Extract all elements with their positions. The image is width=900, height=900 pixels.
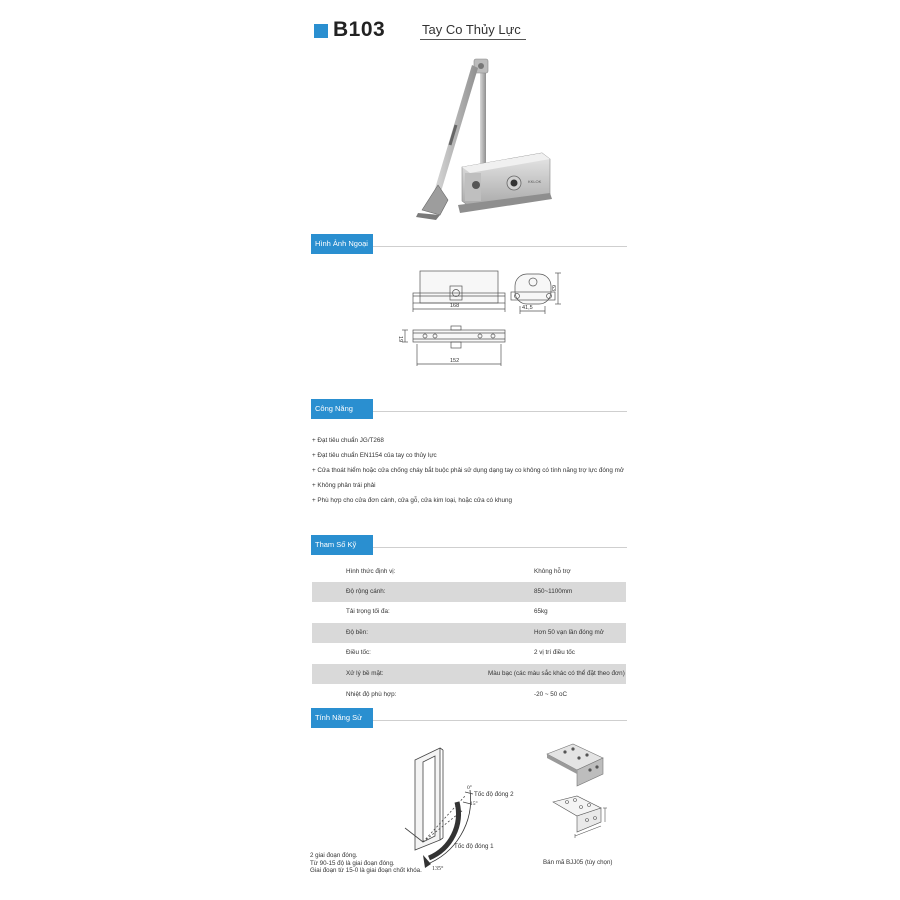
spec-label: Điều tốc: xyxy=(346,649,371,656)
angle-15-label: 15° xyxy=(470,801,478,807)
section-function-tab: Công Năng Chính xyxy=(311,399,373,419)
spec-row xyxy=(312,664,626,684)
spec-row xyxy=(312,562,626,582)
dim-length-top: 168 xyxy=(450,303,460,309)
section-specs-rule xyxy=(373,547,627,548)
spec-value: Hơn 50 vạn lần đóng mở xyxy=(534,629,604,636)
spec-label: Độ rộng cánh: xyxy=(346,588,386,595)
section-usage-rule xyxy=(373,720,627,721)
dim-height-bottom: 19 xyxy=(397,335,404,343)
feature-item: + Phù hợp cho cửa đơn cánh, cửa gỗ, cửa kim loại, hoặc cửa có khung xyxy=(312,497,512,504)
spec-row xyxy=(312,602,626,622)
usage-desc-line: Giai đoạn từ 15-0 là giai đoạn chốt khóa. xyxy=(310,867,422,875)
usage-desc-line: 2 giai đoạn đóng. xyxy=(310,852,358,859)
feature-item: + Đạt tiêu chuẩn JG/T268 xyxy=(312,437,384,444)
section-appearance-rule xyxy=(373,246,627,247)
dim-width-side: 41,5 xyxy=(522,305,533,311)
angle-0-label: 0° xyxy=(467,785,472,791)
spec-row xyxy=(312,643,626,663)
speed2-label: Tốc độ đóng 2 xyxy=(474,791,514,798)
angle-135-label: 135° xyxy=(432,866,444,872)
usage-description xyxy=(310,852,422,875)
feature-item: + Đạt tiêu chuẩn EN1154 của tay co thủy lực xyxy=(312,452,437,459)
spec-label: Tải trọng tối đa: xyxy=(346,608,390,615)
product-code: B103 xyxy=(333,18,386,41)
speed1-label: Tốc độ đóng 1 xyxy=(454,843,494,850)
spec-value: Màu bạc (các màu sắc khác có thể đặt theo đơn) xyxy=(488,670,625,677)
svg-text:KKLOK: KKLOK xyxy=(528,179,542,184)
spec-value: Không hỗ trợ xyxy=(534,568,571,575)
bracket-drawing xyxy=(545,792,610,842)
section-specs-tab: Tham Số Kỹ Thuật xyxy=(311,535,373,555)
product-title: Tay Co Thủy Lực xyxy=(422,22,521,37)
spec-label: Hình thức định vị: xyxy=(346,568,396,575)
door-closer-product-image xyxy=(410,55,560,220)
spec-row xyxy=(312,582,626,602)
dim-height-side: 63 xyxy=(550,284,557,292)
dimension-drawing xyxy=(395,268,570,373)
spec-row xyxy=(312,685,626,705)
section-appearance-tab: Hình Ảnh Ngoại Quan xyxy=(311,234,373,254)
usage-desc-line: Từ 90-15 độ là giai đoạn đóng. xyxy=(310,859,395,867)
spec-value: 850~1100mm xyxy=(534,588,573,595)
dim-length-bottom: 152 xyxy=(450,358,460,364)
bracket-3d-image xyxy=(543,740,613,790)
header-accent-square xyxy=(314,24,328,38)
section-usage-tab: Tính Năng Sử Dụng xyxy=(311,708,373,728)
spec-label: Độ bền: xyxy=(346,629,369,636)
spec-label: Nhiệt độ phù hợp: xyxy=(346,691,397,698)
spec-value: 65kg xyxy=(534,608,548,615)
section-function-rule xyxy=(373,411,627,412)
feature-item: + Cửa thoát hiểm hoặc cửa chống cháy bắt buộc phải sử dụng dạng tay co không có tính năng trợ lực đóng mở xyxy=(312,467,624,474)
spec-row xyxy=(312,623,626,643)
spec-value: -20 ~ 50 oC xyxy=(534,691,568,698)
bracket-caption: Bán mã BJJ05 (tùy chọn) xyxy=(543,859,613,866)
title-underline xyxy=(420,39,526,40)
spec-value: 2 vị trí điều tốc xyxy=(534,649,575,656)
spec-label: Xử lý bề mặt: xyxy=(346,670,384,677)
feature-item: + Không phân trái phải xyxy=(312,482,376,489)
